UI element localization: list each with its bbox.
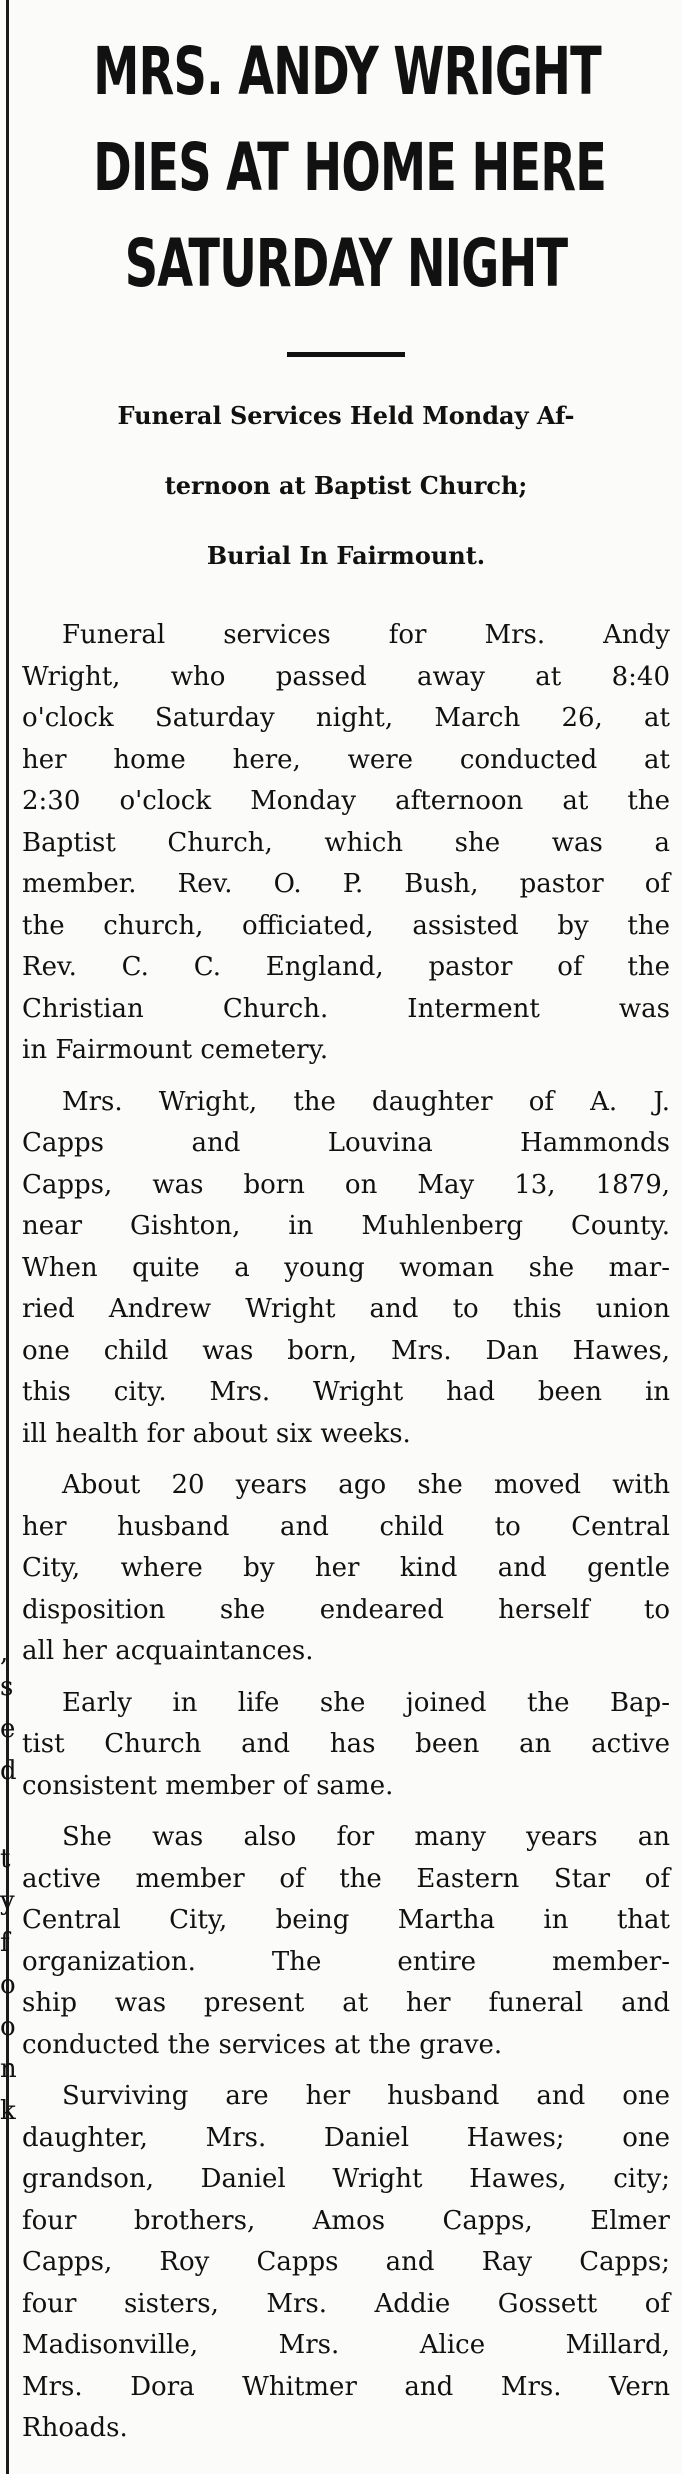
subheadline bbox=[22, 381, 670, 591]
headline-line: DIES AT HOME HERE bbox=[93, 129, 607, 206]
paragraph-line: City, where by her kind and gentle bbox=[22, 1553, 670, 1583]
headline-line: SATURDAY NIGHT bbox=[124, 225, 568, 302]
paragraph-line: conducted the services at the grave. bbox=[22, 2029, 503, 2060]
paragraph bbox=[22, 1817, 670, 2066]
paragraph-line: in Fairmount cemetery. bbox=[22, 1035, 329, 1065]
fragment: e bbox=[0, 1714, 16, 1744]
paragraph-line: near Gishton, in Muhlenberg County. bbox=[22, 1211, 670, 1241]
paragraph bbox=[22, 2076, 670, 2450]
fragment: o bbox=[0, 2012, 16, 2042]
fragment: d bbox=[0, 1756, 17, 1786]
paragraph-line: organization. The entire member- bbox=[22, 1946, 670, 1977]
paragraph-line: Capps, was born on May 13, 1879, bbox=[22, 1169, 670, 1200]
fragment: s bbox=[0, 1672, 14, 1702]
paragraph-line: daughter, Mrs. Daniel Hawes; one bbox=[22, 2122, 670, 2153]
paragraph-line: Capps, Roy Capps and Ray Capps; bbox=[22, 2247, 670, 2277]
paragraph-line: About 20 years ago she moved with bbox=[62, 1470, 670, 1500]
headline-line: MRS. ANDY WRIGHT bbox=[93, 33, 601, 110]
paragraph-line: Central City, being Martha in that bbox=[22, 1905, 670, 1935]
paragraph bbox=[22, 1082, 670, 1456]
paragraph-line: Surviving are her husband and one bbox=[62, 2081, 670, 2111]
paragraph-line: Christian Church. Interment was bbox=[22, 993, 670, 1024]
paragraph-line: grandson, Daniel Wright Hawes, city; bbox=[22, 2164, 670, 2194]
paragraph-line: Capps and Louvina Hammonds bbox=[22, 1128, 670, 1158]
paragraph-line: active member of the Eastern Star of bbox=[22, 1863, 670, 1894]
paragraph-line: her husband and child to Central bbox=[22, 1511, 670, 1542]
paragraph-line: consistent member of same. bbox=[22, 1770, 394, 1801]
paragraph-line: the church, officiated, assisted by the bbox=[22, 910, 670, 941]
paragraph-line: She was also for many years an bbox=[62, 1822, 670, 1852]
subhead-line: ternoon at Baptist Church; bbox=[164, 471, 528, 500]
paragraph-line: Mrs. Dora Whitmer and Mrs. Vern bbox=[22, 2371, 670, 2402]
paragraph-line: tist Church and has been an active bbox=[22, 1729, 670, 1759]
paragraph-line: Baptist Church, which she was a bbox=[22, 827, 670, 858]
paragraph-line: When quite a young woman she mar- bbox=[22, 1252, 670, 1283]
paragraph-line: Mrs. Wright, the daughter of A. J. bbox=[62, 1086, 670, 1117]
paragraph-line: 2:30 o'clock Monday afternoon at the bbox=[22, 786, 670, 816]
fragment: y bbox=[0, 1886, 15, 1916]
paragraph-line: Funeral services for Mrs. Andy bbox=[62, 620, 670, 650]
paragraph-line: four brothers, Amos Capps, Elmer bbox=[22, 2205, 670, 2236]
paragraph-line: all her acquaintances. bbox=[22, 1636, 314, 1666]
paragraph-line: her home here, were conducted at bbox=[22, 744, 670, 775]
paragraph-line: member. Rev. O. P. Bush, pastor of bbox=[22, 869, 670, 899]
headline-divider bbox=[287, 352, 405, 357]
headline bbox=[22, 24, 670, 312]
paragraph-line: Madisonville, Mrs. Alice Millard, bbox=[22, 2330, 670, 2360]
fragment: , bbox=[0, 1638, 9, 1668]
paragraph bbox=[22, 615, 670, 1072]
paragraph-line: ried Andrew Wright and to this union bbox=[22, 1294, 670, 1324]
paragraph-line: ill health for about six weeks. bbox=[22, 1418, 411, 1449]
subhead-line: Funeral Services Held Monday Af- bbox=[117, 401, 575, 430]
paragraph-line: Rhoads. bbox=[22, 2413, 128, 2443]
fragment: o bbox=[0, 1970, 16, 2000]
paragraph-line: Rev. C. C. England, pastor of the bbox=[22, 952, 670, 982]
adjacent-column-fragments bbox=[0, 1638, 17, 2300]
fragment: f bbox=[0, 1928, 10, 1958]
article-body bbox=[22, 615, 670, 2450]
paragraph-line: ship was present at her funeral and bbox=[22, 1988, 670, 2018]
paragraph-line: Early in life she joined the Bap- bbox=[62, 1687, 670, 1718]
fragment: n bbox=[0, 2054, 17, 2084]
paragraph-line: this city. Mrs. Wright had been in bbox=[22, 1377, 670, 1407]
paragraph-line: Wright, who passed away at 8:40 bbox=[22, 661, 670, 692]
paragraph-line: four sisters, Mrs. Addie Gossett of bbox=[22, 2288, 670, 2319]
subhead-line: Burial In Fairmount. bbox=[206, 541, 486, 570]
paragraph-line: one child was born, Mrs. Dan Hawes, bbox=[22, 1335, 670, 1366]
fragment: t bbox=[0, 1844, 11, 1874]
paragraph bbox=[22, 1465, 670, 1673]
obituary-article bbox=[22, 0, 670, 2460]
paragraph-line: o'clock Saturday night, March 26, at bbox=[22, 703, 670, 733]
paragraph bbox=[22, 1683, 670, 1808]
fragment: k bbox=[0, 2096, 16, 2126]
paragraph-line: disposition she endeared herself to bbox=[22, 1594, 670, 1625]
